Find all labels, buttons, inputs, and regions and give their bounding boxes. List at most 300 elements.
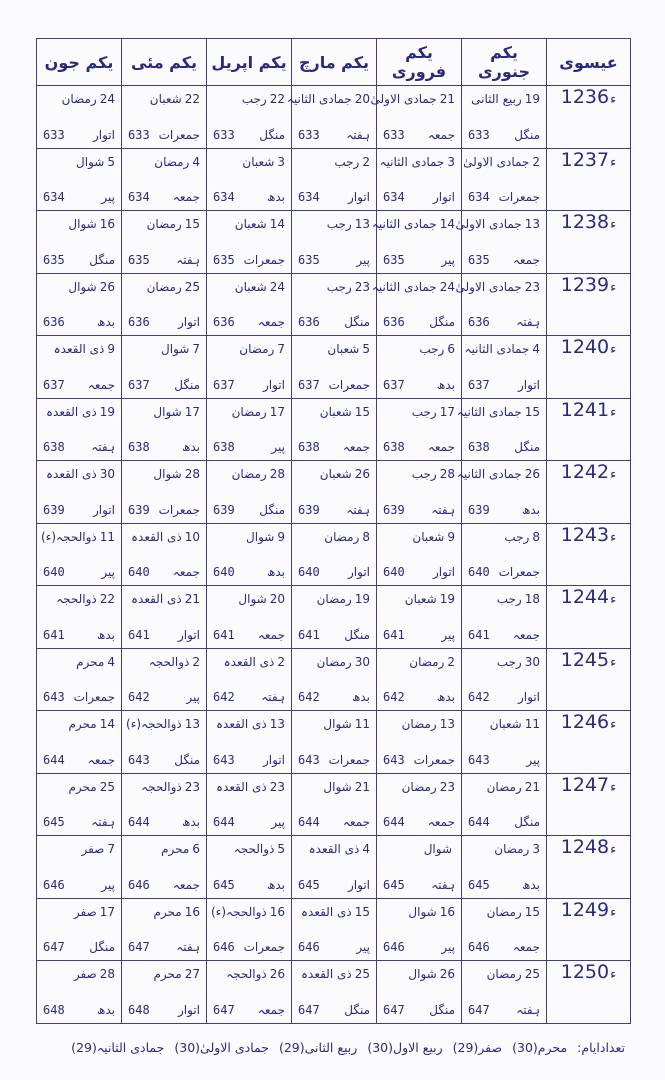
footer-label: تعدادایام:: [577, 1040, 625, 1055]
table-row: [37, 211, 631, 274]
hijri-year: 639: [383, 502, 405, 517]
date-cell-january: [455, 273, 547, 336]
weekday: جمعرات: [328, 752, 370, 767]
hijri-day: 20: [354, 92, 370, 106]
year-cell: [547, 86, 631, 149]
hijri-date: [150, 92, 200, 106]
weekday: اتوار: [177, 315, 200, 330]
hijri-day: 25: [354, 967, 370, 982]
hijri-year: 640: [298, 565, 320, 580]
date-cell-january: [462, 836, 547, 899]
hijri-year: 636: [213, 315, 235, 330]
hijri-month: ذی القعدہ: [45, 404, 97, 419]
hijri-year: 641: [213, 627, 235, 642]
hijri-year: 636: [128, 315, 150, 330]
hijri-day: 4: [362, 842, 370, 857]
hijri-date: [412, 530, 455, 544]
hijri-day: 17: [184, 404, 200, 419]
hijri-date: [147, 217, 200, 231]
hijri-month: شعبان: [234, 217, 267, 232]
date-cell-february: [377, 398, 462, 461]
weekday: جمعرات: [243, 252, 285, 267]
hijri-month: ذی القعدہ: [53, 342, 105, 357]
hijri-year: 637: [43, 377, 65, 392]
weekday: پیر: [526, 752, 540, 767]
hijri-year: 645: [298, 877, 320, 892]
hijri-month: شوال: [161, 342, 190, 357]
date-cell-march: [292, 961, 377, 1024]
hijri-year: 635: [298, 252, 320, 267]
date-cell-february: [377, 336, 462, 399]
hijri-month: شعبان: [404, 592, 437, 607]
weekday: ہفتہ: [91, 440, 115, 455]
hijri-year: 633: [298, 127, 320, 142]
year-value: 1239: [560, 273, 610, 296]
hijri-day: 14: [269, 217, 285, 232]
hijri-date: [457, 467, 540, 481]
hijri-year: 639: [468, 502, 490, 517]
hijri-date: [424, 842, 455, 856]
hijri-month: رمضان: [401, 717, 437, 732]
hijri-date: [232, 467, 285, 481]
hijri-year: 638: [128, 440, 150, 455]
hijri-day: 24: [99, 92, 115, 106]
weekday: منگل: [344, 627, 370, 642]
hijri-day: 13: [439, 717, 455, 732]
date-cell-may: [122, 711, 207, 774]
date-cell-march: [292, 711, 377, 774]
hijri-day: 9: [277, 529, 285, 544]
hijri-month: رمضان: [401, 779, 437, 794]
hijri-day: 28: [184, 467, 200, 482]
hijri-year: 647: [383, 1003, 405, 1017]
year-value: 1243: [560, 523, 610, 546]
weekday: پیر: [101, 565, 115, 580]
hijri-date: [62, 92, 115, 106]
hijri-date: [238, 592, 285, 606]
date-cell-february: [371, 211, 462, 274]
table-row: [37, 898, 631, 961]
page-header-smudge: [40, 4, 190, 18]
date-cell-april: [207, 336, 292, 399]
hijri-month: محرم: [153, 967, 182, 982]
year-cell: [547, 711, 631, 774]
hijri-day: 4: [107, 654, 115, 669]
year-suffix: ء: [610, 529, 617, 545]
hijri-day: 18: [524, 592, 540, 607]
hijri-year: 638: [43, 440, 65, 455]
date-cell-april: [207, 773, 292, 836]
hijri-date: [234, 842, 285, 856]
date-cell-april: [207, 648, 292, 711]
hijri-date: [56, 592, 115, 606]
hijri-year: 639: [128, 502, 150, 517]
date-cell-march: [292, 773, 377, 836]
weekday: ہفتہ: [346, 127, 370, 142]
hijri-month: شعبان: [412, 529, 445, 544]
date-cell-may: [122, 648, 207, 711]
hijri-date: [153, 405, 200, 419]
hijri-year: 637: [298, 377, 320, 392]
year-cell: [547, 523, 631, 586]
date-cell-may: [122, 398, 207, 461]
hijri-month: جمادی الثانیہ: [371, 217, 437, 232]
weekday: جمعہ: [342, 440, 370, 455]
date-cell-march: [292, 898, 377, 961]
hijri-year: 638: [213, 440, 235, 455]
header-year: عیسوی: [547, 39, 631, 86]
hijri-date: [317, 592, 370, 606]
hijri-day: 22: [269, 92, 285, 106]
date-cell-march: [292, 523, 377, 586]
hijri-day: 15: [354, 404, 370, 419]
date-cell-may: [122, 836, 207, 899]
hijri-month: رجب: [334, 154, 360, 169]
hijri-day: 2: [277, 654, 285, 669]
hijri-month: ذی القعدہ: [300, 967, 352, 982]
date-cell-june: [37, 461, 122, 524]
hijri-month: رمضان: [494, 842, 530, 857]
hijri-year: 641: [298, 627, 320, 642]
weekday: اتوار: [262, 752, 285, 767]
hijri-year: 637: [128, 377, 150, 392]
hijri-day: 21: [524, 779, 540, 794]
hijri-year: 642: [128, 690, 150, 705]
hijri-day: 21: [439, 92, 455, 106]
weekday: منگل: [429, 1003, 455, 1017]
hijri-day: 15: [354, 904, 370, 919]
weekday: جمعہ: [87, 377, 115, 392]
hijri-date: [126, 717, 200, 731]
weekday: منگل: [259, 127, 285, 142]
hijri-month: شوال: [323, 779, 352, 794]
date-cell-february: [377, 523, 462, 586]
table-row: [37, 961, 631, 1024]
hijri-month: رمضان: [486, 904, 522, 919]
hijri-year: 637: [468, 377, 490, 392]
weekday: منگل: [89, 252, 115, 267]
weekday: جمعہ: [427, 815, 455, 830]
hijri-year: 647: [128, 940, 150, 955]
weekday: اتوار: [262, 377, 285, 392]
date-cell-january: [462, 961, 547, 1024]
hijri-date: [320, 405, 370, 419]
year-suffix: ء: [610, 717, 617, 733]
weekday: پیر: [441, 940, 455, 955]
weekday: جمعرات: [158, 127, 200, 142]
hijri-date: [457, 405, 540, 419]
hijri-year: 648: [128, 1003, 150, 1017]
hijri-day: 16: [184, 904, 200, 919]
weekday: جمعہ: [512, 940, 540, 955]
hijri-day: 16: [269, 904, 285, 919]
hijri-year: 640: [468, 565, 490, 580]
hijri-month: رمضان: [231, 404, 267, 419]
hijri-month: ذوالحجہ(ء): [126, 717, 182, 732]
weekday: جمعہ: [427, 127, 455, 142]
weekday: ہفتہ: [346, 502, 370, 517]
hijri-day: 7: [107, 842, 115, 857]
date-cell-january: [462, 898, 547, 961]
date-cell-may: [122, 961, 207, 1024]
date-cell-april: [207, 961, 292, 1024]
hijri-month: شعبان: [319, 404, 352, 419]
date-cell-june: [37, 336, 122, 399]
hijri-day: 9: [447, 529, 455, 544]
date-cell-april: [207, 211, 292, 274]
hijri-date: [68, 280, 115, 294]
hijri-date: [161, 842, 200, 856]
hijri-day: 25: [524, 967, 540, 982]
weekday: اتوار: [177, 1003, 200, 1017]
hijri-date: [409, 655, 455, 669]
hijri-date: [504, 530, 540, 544]
hijri-day: 27: [184, 967, 200, 982]
footer-item: جمادی الاولیٰ(30): [174, 1040, 269, 1055]
hijri-year: 635: [468, 252, 490, 267]
hijri-year: 644: [128, 815, 150, 830]
date-cell-may: [122, 336, 207, 399]
weekday: منگل: [344, 1003, 370, 1017]
hijri-year: 640: [383, 565, 405, 580]
hijri-month: جمادی الثانیہ: [456, 467, 522, 482]
weekday: بدھ: [351, 690, 370, 705]
footer-item: ربیع الاول(30): [367, 1040, 443, 1055]
hijri-day: 6: [447, 342, 455, 357]
date-cell-june: [37, 398, 122, 461]
date-cell-june: [37, 711, 122, 774]
hijri-day: 28: [439, 467, 455, 482]
hijri-date: [402, 780, 455, 794]
hijri-day: 19: [524, 92, 540, 106]
weekday: ہفتہ: [516, 315, 540, 330]
weekday: منگل: [174, 377, 200, 392]
hijri-day: 24: [269, 279, 285, 294]
hijri-year: 636: [468, 315, 490, 330]
table-row: [37, 336, 631, 399]
date-cell-march: [292, 398, 377, 461]
date-cell-april: [207, 711, 292, 774]
year-value: 1250: [560, 961, 610, 984]
table-row: [37, 461, 631, 524]
weekday: پیر: [441, 252, 455, 267]
hijri-date: [419, 342, 455, 356]
hijri-day: 25: [99, 779, 115, 794]
hijri-year: 637: [383, 377, 405, 392]
year-cell: [547, 273, 631, 336]
hijri-date: [490, 717, 540, 731]
hijri-month: شعبان: [319, 467, 352, 482]
year-cell: [547, 961, 631, 1024]
header-february: یکم فروری: [377, 39, 462, 86]
hijri-year: 646: [43, 877, 65, 892]
hijri-date: [408, 967, 455, 981]
year-cell: [547, 773, 631, 836]
hijri-date: [153, 905, 200, 919]
weekday: پیر: [441, 627, 455, 642]
date-cell-june: [37, 773, 122, 836]
hijri-year: 641: [383, 627, 405, 642]
hijri-date: [74, 967, 115, 981]
hijri-year: 635: [128, 252, 150, 267]
hijri-year: 640: [43, 565, 65, 580]
date-cell-march: [292, 148, 377, 211]
hijri-month: ذی القعدہ: [223, 654, 275, 669]
hijri-month: رمضان: [486, 779, 522, 794]
year-value: 1245: [560, 648, 610, 671]
date-cell-june: [37, 586, 122, 649]
year-value: 1240: [560, 336, 610, 359]
hijri-date: [301, 967, 370, 981]
hijri-year: 647: [468, 1003, 490, 1017]
hijri-date: [153, 467, 200, 481]
hijri-day: 10: [184, 529, 200, 544]
year-cell: [547, 898, 631, 961]
weekday: جمعہ: [427, 440, 455, 455]
hijri-year: 643: [468, 752, 490, 767]
hijri-month: ذوالحجہ(ء): [211, 904, 267, 919]
hijri-year: 646: [468, 940, 490, 955]
hijri-date: [487, 967, 540, 981]
hijri-date: [54, 342, 115, 356]
date-cell-june: [37, 148, 122, 211]
hijri-year: 640: [128, 565, 150, 580]
hijri-date: [76, 655, 115, 669]
hijri-date: [405, 592, 455, 606]
hijri-date: [41, 530, 115, 544]
hijri-day: 5: [107, 154, 115, 169]
hijri-month: رمضان: [324, 529, 360, 544]
date-cell-february: [370, 86, 462, 149]
hijri-day: 17: [99, 904, 115, 919]
year-suffix: ء: [610, 342, 617, 358]
header-january: یکم جنوری: [462, 39, 547, 86]
hijri-day: 14: [439, 217, 455, 232]
hijri-year: 645: [43, 815, 65, 830]
hijri-month: رجب: [411, 467, 437, 482]
table-row: [37, 523, 631, 586]
weekday: ہفتہ: [176, 940, 200, 955]
hijri-month: رمضان: [231, 467, 267, 482]
hijri-month: جمادی الاولیٰ: [455, 217, 522, 232]
hijri-day: 23: [439, 779, 455, 794]
hijri-month: رمضان: [154, 154, 190, 169]
hijri-month: شوال: [323, 717, 352, 732]
date-cell-may: [122, 148, 207, 211]
date-cell-may: [122, 773, 207, 836]
date-cell-april: [207, 836, 292, 899]
year-cell: [547, 648, 631, 711]
hijri-year: 635: [43, 252, 65, 267]
hijri-year: 646: [128, 877, 150, 892]
date-cell-april: [207, 398, 292, 461]
hijri-month: رجب: [326, 279, 352, 294]
date-cell-january: [462, 86, 547, 149]
weekday: بدھ: [436, 377, 455, 392]
hijri-month: شعبان: [327, 342, 360, 357]
year-suffix: ء: [610, 92, 617, 107]
hijri-date: [463, 155, 540, 169]
hijri-date: [402, 717, 455, 731]
weekday: بدھ: [96, 315, 115, 330]
weekday: جمعرات: [328, 377, 370, 392]
table-row: [37, 586, 631, 649]
weekday: منگل: [344, 315, 370, 330]
hijri-month: ذوالحجہ: [226, 967, 267, 982]
hijri-month: محرم: [68, 779, 97, 794]
hijri-day: 26: [524, 467, 540, 482]
year-value: 1244: [560, 586, 610, 609]
hijri-day: 7: [192, 342, 200, 357]
hijri-day: 2: [362, 154, 370, 169]
hijri-month: صفر: [81, 842, 105, 857]
hijri-date: [81, 842, 115, 856]
hijri-date: [235, 280, 285, 294]
weekday: بدھ: [436, 690, 455, 705]
hijri-date: [465, 342, 540, 356]
footer-item: صفر(29): [452, 1040, 503, 1055]
hijri-month: رجب: [241, 92, 267, 106]
hijri-month: شعبان: [242, 154, 275, 169]
hijri-month: جمادی الثانیہ: [464, 342, 530, 357]
year-value: 1241: [560, 398, 610, 421]
hijri-year: 636: [43, 315, 65, 330]
hijri-date: [147, 280, 200, 294]
hijri-day: 6: [192, 842, 200, 857]
header-april: یکم اپریل: [207, 39, 292, 86]
weekday: بدھ: [521, 877, 540, 892]
hijri-date: [242, 92, 285, 106]
hijri-year: 641: [468, 627, 490, 642]
hijri-year: 643: [43, 690, 65, 705]
weekday: بدھ: [266, 565, 285, 580]
hijri-date: [412, 467, 455, 481]
hijri-day: 16: [99, 217, 115, 232]
year-cell: [547, 398, 631, 461]
weekday: بدھ: [96, 627, 115, 642]
date-cell-june: [37, 898, 122, 961]
hijri-date: [323, 780, 370, 794]
year-value: 1237: [560, 148, 610, 171]
hijri-day: 21: [184, 592, 200, 607]
hijri-year: 640: [213, 565, 235, 580]
date-cell-april: [207, 273, 292, 336]
hijri-year: 636: [298, 315, 320, 330]
hijri-day: 25: [184, 279, 200, 294]
date-cell-march: [292, 336, 377, 399]
hijri-month: شوال: [68, 217, 97, 232]
hijri-day: 23: [269, 779, 285, 794]
hijri-day: 20: [269, 592, 285, 607]
table-row: [37, 648, 631, 711]
hijri-date: [317, 655, 370, 669]
hijri-date: [161, 342, 200, 356]
date-cell-may: [122, 273, 207, 336]
year-value: 1246: [560, 711, 610, 734]
weekday: جمعہ: [342, 815, 370, 830]
hijri-year: 633: [213, 127, 235, 142]
hijri-month: جمادی الاولیٰ: [463, 154, 530, 169]
weekday: جمعرات: [243, 940, 285, 955]
hijri-year: 645: [468, 877, 490, 892]
hijri-year: 637: [213, 377, 235, 392]
weekday: ہفتہ: [516, 1003, 540, 1017]
hijri-day: 16: [439, 904, 455, 919]
date-cell-june: [37, 273, 122, 336]
hijri-day: 15: [184, 217, 200, 232]
hijri-date: [487, 780, 540, 794]
footer-item: محرم(30): [512, 1040, 568, 1055]
